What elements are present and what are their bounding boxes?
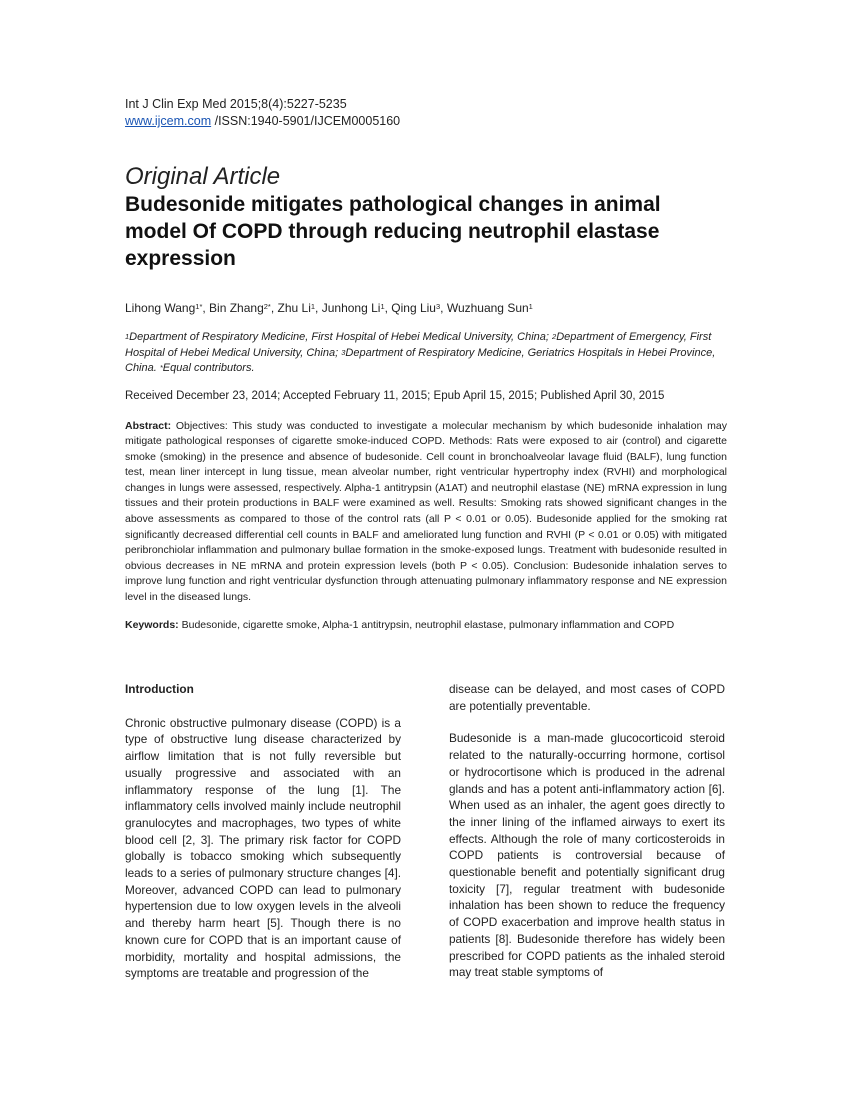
journal-citation: Int J Clin Exp Med 2015;8(4):5227-5235 [125, 97, 347, 111]
body-paragraph: Budesonide is a man-made glucocorticoid steroid related to the naturally-occurring hormone, cortisol or hydrocortisone which is produced in the adrenal glands and has a potent anti-inflammatory action [6]. When used as an inhaler, the agent goes directly to the inner lining of the inflamed airways to exert its effects. Although the role of many corticosteroids in COPD patients is controversial because of questionable benefit and potentially significant drug toxicity [7], regular treatment with budesonide inhalation has been shown to reduce the frequency of COPD exacerbation and improve health status in patients [8]. Budesonide therefore has widely been prescribed for COPD patients as the inhaled steroid may treat stable symptoms of [449, 731, 725, 980]
author: Qing Liu$^3$, [391, 301, 447, 315]
author: Bin Zhang$^{2*}$, [209, 301, 278, 315]
abstract-label: Abstract: [125, 419, 172, 432]
issn-text: /ISSN:1940-5901/IJCEM0005160 [211, 114, 401, 128]
body-paragraph: Chronic obstructive pulmonary disease (COPD) is a type of obstructive lung disease characterized by airflow limitation that is not fully reversible but usually progressive and associated with an inflammatory response of the lung [1]. The inflammatory cells involved mainly include neutrophil granulocytes and macrophages, two types of white blood cell [2, 3]. The primary risk factor for COPD globally is tobacco smoking which subsequently leads to a series of pulmonary structure changes [4]. Moreover, advanced COPD can lead to pulmonary hypertension due to low oxygen levels in the alveoli and thereby harm heart [5]. Though there is no known cure for COPD that is an important cause of morbidity, mortality and hospital admissions, the symptoms are treatable and progression of the [125, 715, 401, 981]
author-list [125, 300, 727, 316]
affiliations: $^1$Department of Respiratory Medicine, First Hospital of Hebei Medical University, China; $^2$Department of Emergency, First Hospital of Hebei Medical University, China; $^3$Department of Respiratory Medicine, Geriatrics Hospitals in Hebei Province, China. *Equal contributors. [125, 331, 716, 374]
left-column [125, 681, 401, 998]
article-title: Budesonide mitigates pathological changes in animal model Of COPD through reducing neutrophil elastase expression [125, 193, 661, 270]
abstract-text: Objectives: This study was conducted to investigate a molecular mechanism by which budesonide inhalation may mitigate pathological responses of cigarette smoke-induced COPD. Methods: Rats were exposed to air (control) and cigarette smoke (smoking) in the presence and absence of budesonide. Cell count in bronchoalveolar lavage fluid (BALF), lung function test, mean liner intercept in lung tissue, mean alveolar number, right ventricular hypertrophy index (RVHI) and morphological changes in lungs were assessed, respectively. Alpha-1 antitrypsin (A1AT) and neutrophil elastase (NE) mRNA expression in lung tissues and their protein productions in BALF were examined as well. Results: Smoking rats showed significant changes in the above assessments as compared to those of the control rats (all P < 0.01 or 0.05). Budesonide applied for the smoking rat significantly decreased differential cell counts in BALF and ameliorated lung function and RVHI (P < 0.01 or 0.05) with mitigated peribronchiolar inflammation and pulmonary bullae formation in the smoke-exposed lungs. Treatment with budesonide resulted in obvious decreases in NE mRNA and protein expression levels (both P < 0.05). Conclusion: Budesonide inhalation serves to improve lung function and right ventricular dysfunction through attenuating pulmonary inflammatory response and NE expression level in the diseased lungs. [125, 419, 727, 604]
journal-issn-line [125, 113, 727, 130]
section-heading-introduction: Introduction [125, 682, 194, 696]
keywords-label: Keywords: [125, 618, 179, 631]
publication-dates: Received December 23, 2014; Accepted February 11, 2015; Epub April 15, 2015; Published April 30, 2015 [125, 389, 665, 402]
author: Wuzhuang Sun$^1$ [446, 301, 533, 315]
author: Junhong Li$^1$, [321, 301, 392, 315]
keywords-text: Budesonide, cigarette smoke, Alpha-1 antitrypsin, neutrophil elastase, pulmonary inflammation and COPD [178, 618, 675, 631]
article-type: Original Article [125, 163, 281, 190]
keywords [125, 618, 727, 634]
body-paragraph: disease can be delayed, and most cases of COPD are potentially preventable. [449, 682, 725, 713]
author: Lihong Wang$^{1*}$, [125, 301, 210, 315]
author: Zhu Li$^1$, [277, 301, 322, 315]
article-page [125, 96, 727, 633]
journal-website-link[interactable]: www.ijcem.com [125, 114, 212, 128]
right-column [449, 681, 725, 997]
abstract [125, 419, 727, 606]
